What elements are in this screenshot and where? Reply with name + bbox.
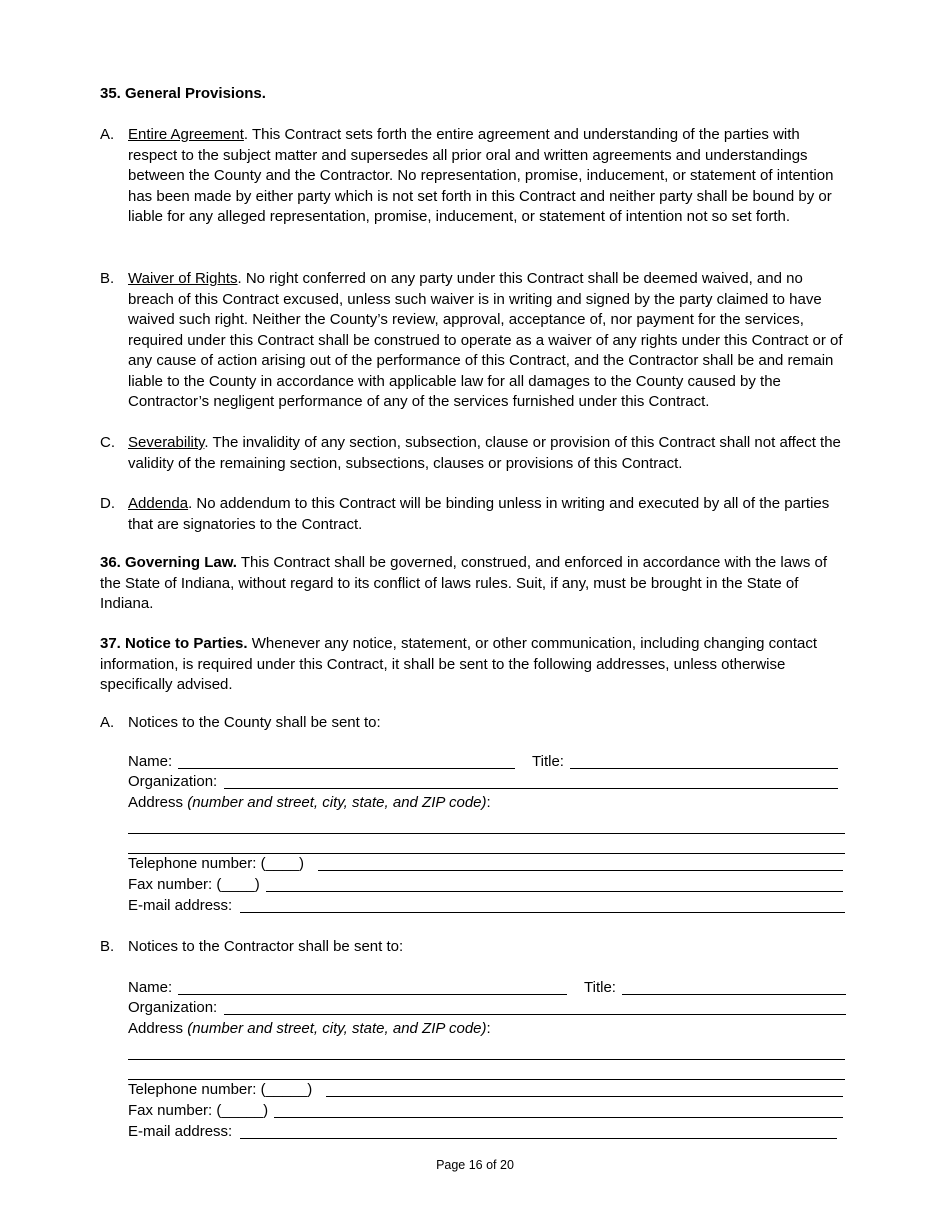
section-36-text: This Contract shall be governed, construed, and enforced in accordance with the laws of the State of Indiana, without regard to its conflict of laws rules. Suit, if any, must be brought in the State of Indiana.	[100, 554, 828, 612]
fax-label: Fax number: (____)	[128, 876, 260, 893]
organization-label: Organization:	[128, 773, 218, 790]
contractor-organization-field[interactable]	[224, 998, 846, 1015]
email-label: E-mail address:	[128, 1123, 233, 1140]
address-label: Address	[128, 794, 188, 811]
provision-text: . The invalidity of any section, subsection, clause or provision of this Contract shall not affect the validity of the remaining section, subsections, clauses or provisions of this Contract.	[128, 434, 841, 472]
notice-label: A.	[100, 714, 115, 731]
section-37	[100, 634, 848, 696]
section-37-heading: 37. Notice to Parties.	[100, 635, 248, 652]
name-label: Name:	[128, 753, 173, 770]
title-label: Title:	[532, 753, 564, 770]
county-address-line-1[interactable]	[128, 832, 845, 834]
section-36-heading: 36. Governing Law.	[100, 554, 237, 571]
county-name-field[interactable]	[178, 752, 515, 769]
address-hint: (number and street, city, state, and ZIP code)	[187, 794, 487, 811]
section-35-heading: 35. General Provisions.	[100, 85, 266, 102]
page-number: Page 16 of 20	[436, 1158, 514, 1172]
notice-label: B.	[100, 938, 115, 955]
county-organization-field[interactable]	[224, 772, 838, 789]
provision-text: . This Contract sets forth the entire agreement and understanding of the parties with respect to the subject matter and supersedes all prior oral and written agreements and understandings between the County and the Contractor. No representation, promise, inducement, or statement of intention has been made by either party which is not set forth in this Contract and neither party shall be bound by or liable for any alleged representation, promise, inducement, or statement of intention not so set forth.	[128, 126, 834, 225]
section-36	[100, 553, 848, 615]
provision-label: C.	[100, 434, 115, 451]
notice-intro: Notices to the County shall be sent to:	[128, 714, 381, 731]
name-label: Name:	[128, 979, 173, 996]
provision-label: B.	[100, 270, 115, 287]
telephone-label: Telephone number: (____)	[128, 855, 304, 872]
provision-label: D.	[100, 495, 115, 512]
contractor-name-field[interactable]	[178, 978, 567, 995]
notice-intro: Notices to the Contractor shall be sent to:	[128, 938, 404, 955]
county-email-field[interactable]	[240, 896, 845, 913]
fax-label: Fax number: (_____)	[128, 1102, 269, 1119]
county-telephone-field[interactable]	[318, 854, 843, 871]
county-fax-field[interactable]	[266, 875, 843, 892]
organization-label: Organization:	[128, 999, 218, 1016]
provision-title: Addenda	[128, 495, 189, 512]
telephone-label: Telephone number: (_____)	[128, 1081, 313, 1098]
email-label: E-mail address:	[128, 897, 233, 914]
provision-text: . No right conferred on any party under this Contract shall be deemed waived, and no breach of this Contract excused, unless such waiver is in writing and signed by the party claimed to have waived such right. Neither the County’s review, approval, acceptance of, nor payment for the services, required under this Contract shall be construed to operate as a waiver of any rights under this Contract or of any cause of action arising out of the performance of this Contract, and the Contractor shall be and remain liable to the County in accordance with applicable law for all damages to the County caused by the Contractor’s negligent performance of any of the services furnished under this Contract.	[128, 270, 843, 410]
contractor-address-line-1[interactable]	[128, 1058, 845, 1060]
contractor-telephone-field[interactable]	[326, 1080, 843, 1097]
county-title-field[interactable]	[570, 752, 838, 769]
contractor-title-field[interactable]	[622, 978, 846, 995]
title-label: Title:	[584, 979, 616, 996]
section-37-text: Whenever any notice, statement, or other communication, including changing contact information, is required under this Contract, it shall be sent to the following addresses, unless otherwise specifically advised.	[100, 635, 818, 693]
provision-title: Severability	[128, 434, 205, 451]
provision-title: Waiver of Rights	[128, 270, 238, 287]
provision-title: Entire Agreement	[128, 126, 244, 143]
contractor-email-field[interactable]	[240, 1122, 837, 1139]
address-label: Address	[128, 1020, 188, 1037]
provision-label: A.	[100, 126, 115, 143]
provision-text: . No addendum to this Contract will be binding unless in writing and executed by all of the parties that are signatories to the Contract.	[128, 495, 830, 533]
address-hint: (number and street, city, state, and ZIP code)	[187, 1020, 487, 1037]
contractor-fax-field[interactable]	[274, 1101, 843, 1118]
